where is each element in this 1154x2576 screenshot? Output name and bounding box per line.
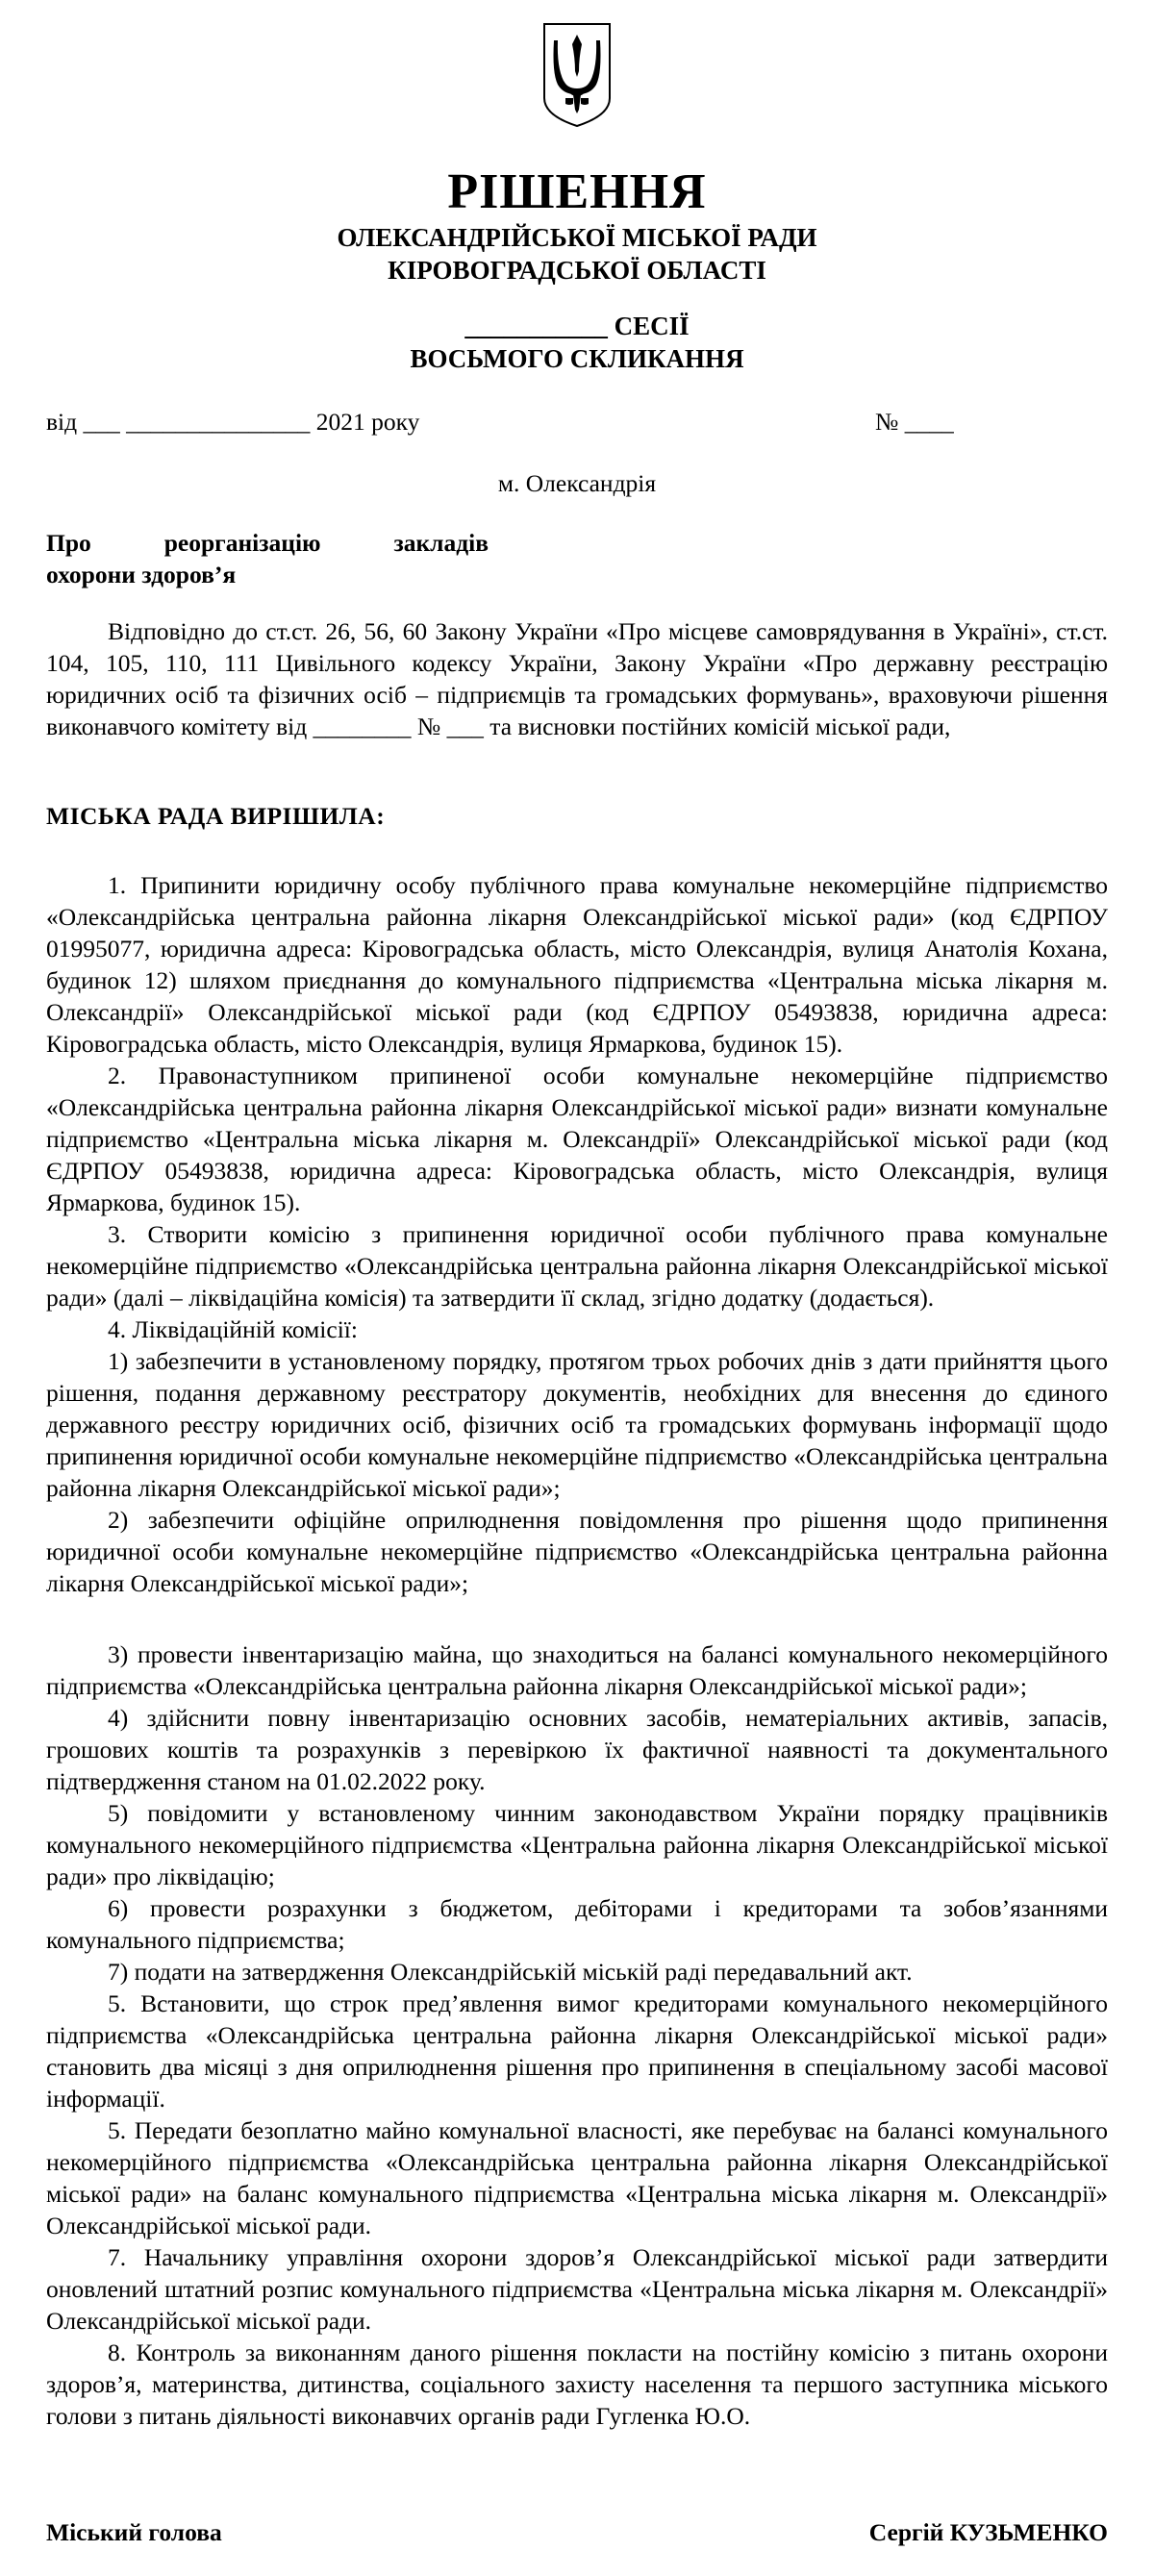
items-block-1 bbox=[46, 869, 1108, 1599]
session-line1: ___________ СЕСІЇ bbox=[464, 312, 690, 340]
session-info bbox=[0, 310, 1154, 375]
item-4-4: 4) здійснити повну інвентаризацію основних засобів, нематеріальних активів, запасів, грошових коштів та розрахунків з перевіркою їх фактичної наявності та документального підтвердження станом на 01.02.2022 року. bbox=[46, 1704, 1108, 1795]
decision-date: від ___ _______________ 2021 року bbox=[46, 408, 420, 436]
item-4-3: 3) провести інвентаризацію майна, що знаходиться на балансі комунального некомерційного підприємства «Олександрійська центральна районна лікарня Олександрійської міської ради»; bbox=[46, 1640, 1108, 1700]
city-name: м. Олександрія bbox=[497, 469, 657, 497]
preamble: Відповідно до ст.ст. 26, 56, 60 Закону України «Про місцеве самоврядування в Україні», ст.ст. 104, 105, 110, 111 Цивільного кодексу України, Закону України «Про державну реєстрацію юридичних осіб та фізичних осіб – підприємців та громадських формувань», враховуючи рішення виконавчого комітету від ________ № ___ та висновки постійних комісій міської ради, bbox=[46, 617, 1108, 740]
signatory-name: Сергій КУЗЬМЕНКО bbox=[868, 2518, 1108, 2546]
decision-subject bbox=[46, 527, 489, 590]
trident-emblem-icon bbox=[540, 21, 614, 129]
item-4-6: 6) провести розрахунки з бюджетом, дебіторами і кредиторами та зобов’язаннями комунального підприємства; bbox=[46, 1894, 1108, 1954]
item-4-5: 5) повідомити у встановленому чинним законодавством України порядку працівників комунального некомерційного підприємства «Центральна районна лікарня Олександрійської міської ради» про ліквідацію; bbox=[46, 1799, 1108, 1890]
item-2: 2. Правонаступником припиненої особи комунальне некомерційне підприємство «Олександрійська центральна районна лікарня Олександрійської міської ради» визнати комунальне підприємство «Центральна міська лікарня м. Олександрії» Олександрійської міської ради (код ЄДРПОУ 05493838, юридична адреса: Кіровоградська область, місто Олександрія, вулиця Ярмаркова, будинок 15). bbox=[46, 1062, 1108, 1216]
subject-word-3: закладів bbox=[393, 529, 489, 557]
items-block-2 bbox=[46, 1638, 1108, 2432]
council-name bbox=[0, 221, 1154, 287]
item-1: 1. Припинити юридичну особу публічного права комунальне некомерційне підприємство «Олександрійська центральна районна лікарня Олександрійської міської ради» (код ЄДРПОУ 01995077, юридична адреса: Кіровоградська область, місто Олександрія, вулиця Анатолія Кохана, будинок 12) шляхом приєднання до комунального підприємства «Центральна міська лікарня м. Олександрії» Олександрійської міської ради (код ЄДРПОУ 05493838, юридична адреса: Кіровоградська область, місто Олександрія, вулиця Ярмаркова, будинок 15). bbox=[46, 871, 1108, 1058]
decided-heading: МІСЬКА РАДА ВИРІШИЛА: bbox=[46, 802, 386, 830]
subject-line-2: охорони здоров’я bbox=[46, 561, 237, 588]
date-number-line bbox=[46, 406, 1108, 438]
signature-line bbox=[46, 2516, 1108, 2549]
preamble-block bbox=[46, 615, 1108, 742]
decided-block bbox=[46, 800, 1108, 832]
item-7: 7. Начальнику управління охорони здоров’я Олександрійської міської ради затвердити оновлений штатний розпис комунального підприємства «Центральна міська лікарня м. Олександрії» Олександрійської міської ради. bbox=[46, 2243, 1108, 2335]
subject-word-1: Про bbox=[46, 529, 91, 557]
item-4-2: 2) забезпечити офіційне оприлюднення повідомлення про рішення щодо припинення юридичної особи комунальне некомерційне підприємство «Олександрійська центральна районна лікарня Олександрійської міської ради»; bbox=[46, 1506, 1108, 1597]
item-5-deadline: 5. Встановити, що строк пред’явлення вимог кредиторами комунального некомерційного підприємства «Олександрійська центральна районна лікарня Олександрійської міської ради» становить два місяці з дня оприлюднення рішення про припинення в спеціальному засобі масової інформації. bbox=[46, 1989, 1108, 2113]
signatory-position: Міський голова bbox=[46, 2518, 222, 2546]
council-name-line2: КІРОВОГРАДСЬКОЇ ОБЛАСТІ bbox=[388, 256, 766, 285]
item-4-7: 7) подати на затвердження Олександрійській міській раді передавальний акт. bbox=[108, 1958, 913, 1986]
document-title: РІШЕННЯ bbox=[447, 164, 707, 219]
item-4-1: 1) забезпечити в установленому порядку, протягом трьох робочих днів з дати прийняття цього рішення, подання державному реєстратору документів, необхідних для внесення до єдиного державного реєстру юридичних осіб, фізичних осіб та громадських формувань інформації щодо припинення юридичної особи комунальне некомерційне підприємство «Олександрійська центральна районна лікарня Олександрійської міської ради»; bbox=[46, 1347, 1108, 1502]
item-3: 3. Створити комісію з припинення юридичної особи публічного права комунальне некомерційне підприємство «Олександрійська центральна районна лікарня Олександрійської міської ради» (далі – ліквідаційна комісія) та затвердити її склад, згідно додатку (додається). bbox=[46, 1220, 1108, 1312]
council-name-line1: ОЛЕКСАНДРІЙСЬКОЇ МІСЬКОЇ РАДИ bbox=[337, 223, 817, 252]
item-4: 4. Ліквідаційній комісії: bbox=[108, 1315, 358, 1343]
decision-number: № ____ bbox=[875, 408, 954, 436]
subject-word-2: реорганізацію bbox=[163, 529, 321, 557]
item-5-transfer: 5. Передати безоплатно майно комунальної власності, яке перебуває на балансі комунального некомерційного підприємства «Олександрійська центральна районна лікарня Олександрійської міської ради» на баланс комунального підприємства «Центральна міська лікарня м. Олександрії» Олександрійської міської ради. bbox=[46, 2116, 1108, 2239]
item-8: 8. Контроль за виконанням даного рішення покласти на постійну комісію з питань охорони здоров’я, материнства, дитинства, соціального захисту населення та першого заступника міського голови з питань діяльності виконавчих органів ради Гугленка Ю.О. bbox=[46, 2338, 1108, 2430]
session-line2: ВОСЬМОГО СКЛИКАННЯ bbox=[410, 344, 744, 373]
